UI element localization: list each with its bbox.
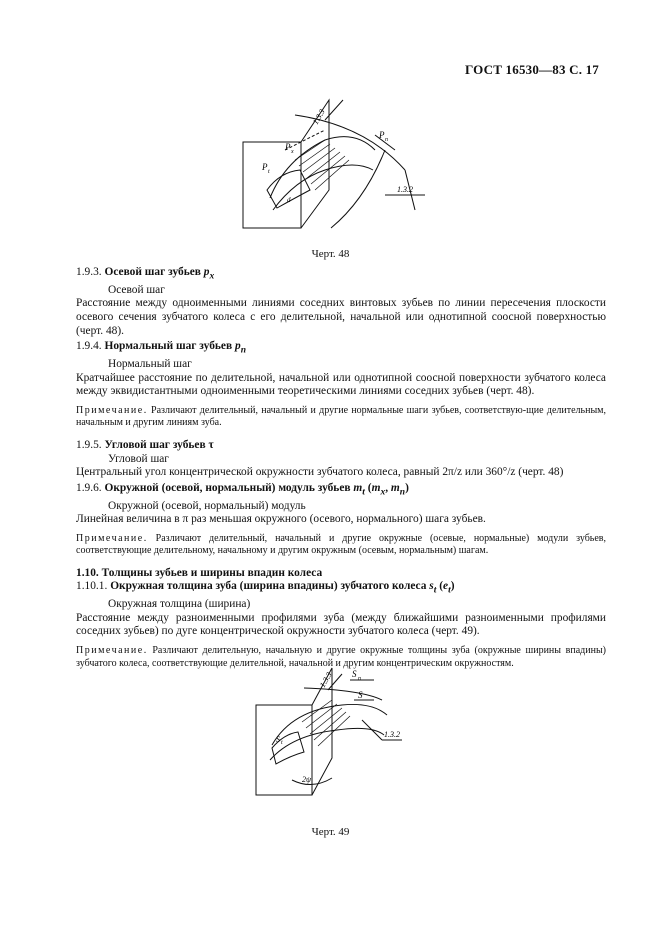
note-1: Примечание. Различают делительный, начальный и другие нормальные шаги зубьев, соответствую-щие делительным, начальным и другим линиям зуба.	[76, 404, 606, 429]
section-1-9-3-term: Осевой шаг	[108, 283, 165, 296]
section-1-10-heading: 1.10. Толщины зубьев и ширины впадин колеса	[76, 566, 323, 579]
figure-49	[232, 660, 422, 810]
note-3: Примечание. Различают делительную, начальную и другие окружные толщины зуба (окружные ширины впадины) зубчатого колеса, соответствующие делительной, начальной и другим концентрическим окружностям.	[76, 645, 606, 669]
svg-text:2ψ: 2ψ	[302, 775, 311, 784]
section-1-9-3-definition: Расстояние между одноименными линиями соседних винтовых зубьев по линии пересечения плоскости осевого сечения зубчатого колеса с его делительной, начальной или однотипной соосной поверхностью (черт. 48).	[76, 297, 606, 337]
section-1-10-1-definition: Расстояние между разноименными профилями зуба (между ближайшими разноименными профилями соседних зубьев) по дуге концентрической окружности зубчатого колеса (черт. 49).	[76, 611, 606, 638]
svg-text:P: P	[285, 142, 291, 152]
section-1-10-1-term: Окружная толщина (ширина)	[108, 598, 251, 611]
figure-49-caption: Черт. 49	[311, 826, 350, 838]
section-1-9-3-heading: 1.9.3. Осевой шаг зубьев $p_x$	[76, 266, 215, 282]
svg-text:n: n	[358, 676, 361, 682]
svg-text:P: P	[262, 162, 268, 172]
svg-text:S: S	[352, 669, 357, 679]
section-1-9-5-heading: 1.9.5. Угловой шаг зубьев τ	[76, 438, 214, 451]
page-header: ГОСТ 16530—83 С. 17	[465, 62, 599, 77]
svg-text:1.3.2: 1.3.2	[397, 185, 413, 194]
body-text	[46, 266, 606, 670]
svg-text:t: t	[281, 740, 283, 746]
svg-text:1.3.3: 1.3.3	[317, 670, 334, 689]
svg-text:n: n	[385, 137, 388, 143]
svg-text:d: d	[287, 196, 291, 204]
section-1-10-1-heading: 1.10.1. Окружная толщина зуба (ширина впадины) зубчатого колеса $s_t$ $(e_t)$	[76, 580, 455, 596]
section-1-9-6-term: Окружной (осевой, нормальный) модуль	[108, 499, 306, 512]
figure-48	[225, 80, 435, 240]
section-1-9-4-definition: Кратчайшее расстояние по делительной, начальной или однотипной соосной поверхности зубчатого колеса между эквидистантными одноименными теоретическими линиями соседних зубьев (черт. 48).	[76, 371, 606, 398]
section-1-9-5-term: Угловой шаг	[108, 452, 169, 465]
svg-text:1.3.3: 1.3.3	[310, 107, 327, 126]
note-2: Примечание. Различают делительный, начальный и другие окружные (осевые, нормальные) модули зубьев, соответствующие делительному, начальному и другим окружным (осевым, нормальным) шагам.	[76, 532, 607, 557]
svg-text:1.3.2: 1.3.2	[384, 730, 400, 739]
svg-text:P: P	[379, 130, 385, 140]
svg-text:x: x	[291, 149, 294, 155]
svg-text:t: t	[268, 169, 270, 175]
svg-text:S: S	[276, 735, 280, 744]
figure-48-caption: Черт. 48	[311, 248, 350, 260]
section-1-9-6-heading: 1.9.6. Окружной (осевой, нормальный) модуль зубьев $m_t$ ($m_x$, $m_n$)	[76, 481, 409, 497]
section-1-9-4-heading: 1.9.4. Нормальный шаг зубьев $p_n$	[76, 340, 246, 356]
section-1-9-5-definition: Центральный угол концентрической окружности зубчатого колеса, равный 2π/z или 360°/z (черт. 48)	[76, 466, 564, 479]
section-1-9-6-definition: Линейная величина в π раз меньшая окружного (осевого, нормального) шага зубьев.	[76, 513, 486, 526]
svg-text:S: S	[358, 690, 363, 700]
section-1-9-4-term: Нормальный шаг	[108, 358, 192, 371]
